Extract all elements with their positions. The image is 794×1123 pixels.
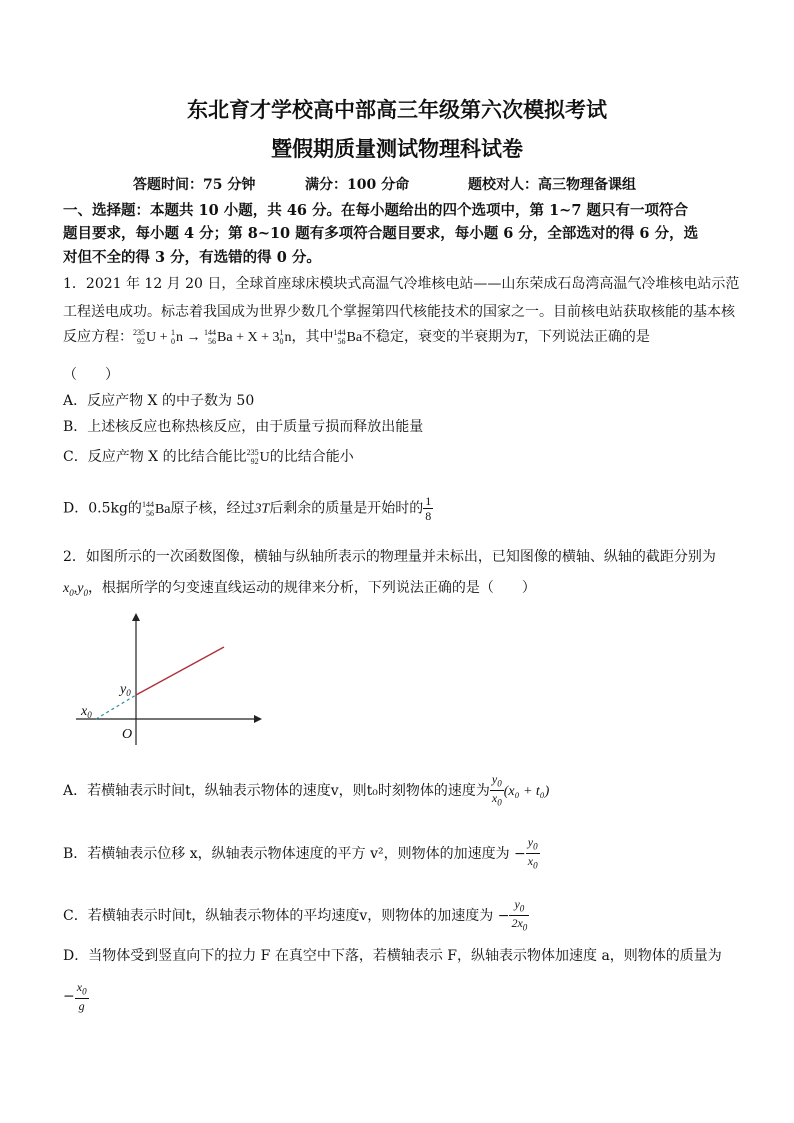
fraction-x0-over-g: $\frac{x_0}{g}$ [76,980,87,1014]
q1-option-b: B．上述核反应也称热核反应，由于质量亏损而释放出能量 [63,419,424,435]
q2-stem-line-1: 2．如图所示的一次函数图像，横轴与纵轴所表示的物理量并未标出，已知图像的横轴、纵轴的截距分别为 [63,549,716,565]
section-instructions-line-3: 对但不全的得 3 分，有选错的得 0 分。 [63,249,321,266]
q1-stem-line-2: 工程送电成功。标志着我国成为世界少数几个掌握第四代核能技术的国家之一。目前核电站获取核能的基本核 [63,304,735,320]
linear-function-graph [70,605,270,755]
nuclide-ba144: 144 56Ba + X + 3 [204,328,280,346]
section-instructions-line-2: 题目要求，每小题 4 分；第 8~10 题有多项符合题目要求，每小题 6 分，全部选对的得 6 分，选 [63,225,699,242]
q2-option-a: A．若横轴表示时间t，纵轴表示物体的速度v，则t₀时刻物体的速度为 $\frac{y_0}{x_0}$ (x₀ + t₀) [63,772,550,808]
nuclide-u235: 235 92U [133,328,157,346]
fraction-y0-over-2x0: $\frac{y_0}{2x_0}$ [511,897,528,933]
x-axis-arrow-icon [254,715,262,723]
q1-option-a: A．反应产物 X 的中子数为 50 [63,393,255,409]
label-x0: $x_0$ [81,704,92,720]
nuclide-u235-ref: 235 92U [246,448,270,466]
fraction-one-eighth: $\frac{1}{8}$ [425,494,432,523]
label-origin: O [122,727,133,742]
exam-setter: 题校对人：高三物理备课组 [468,177,636,193]
nuclide-neutron-product: 1 0n [279,328,292,346]
exam-time: 答题时间：75 分钟 [133,177,256,193]
q1-option-d: D．0.5kg的144 56Ba原子核，经过3T后剩余的质量是开始时的 $\frac{1}{8}$ [63,494,432,523]
nuclide-neutron: 1 0n [171,328,184,346]
fraction-y0-over-x0: $\frac{y_0}{x_0}$ [491,772,502,808]
intercept-dashed-line [96,695,136,719]
q1-answer-bracket: （ ） [63,367,119,383]
section-instructions-line-1: 一、选择题：本题共 10 小题，共 46 分。在每小题给出的四个选项中，第 1~7 题只有一项符合 [63,202,688,219]
y-axis-arrow-icon [132,613,140,621]
q1-stem-line-3: 反应方程：235 92U + 1 0n → 144 56Ba + X + 31 0n，其中144 56Ba不稳定，衰变的半衰期为T，下列说法正确的是 [63,328,650,346]
q2-option-c: C．若横轴表示时间t，纵轴表示物体的平均速度v，则物体的加速度为 − $\frac{y_0}{2x_0}$ [63,897,528,933]
label-y0: $y_0$ [120,682,131,698]
q1-stem-line-1: 1．2021 年 12 月 20 日，全球首座球床模块式高温气冷堆核电站——山东荣成石岛湾高温气冷堆核电站示范 [63,276,740,292]
q2-option-b: B．若横轴表示位移 x，纵轴表示物体速度的平方 v²，则物体的加速度为 − $\frac{y_0}{x_0}$ [63,835,538,871]
q1-option-c: C．反应产物 X 的比结合能比235 92U的比结合能小 [63,448,354,466]
graph-line [136,647,224,695]
nuclide-ba144-opt: 144 56Ba [141,499,171,518]
page-subtitle: 暨假期质量测试物理科试卷 [271,136,523,161]
exam-score: 满分：100 分命 [305,177,410,193]
q2-stem-line-2: $x_0,y_0$，根据所学的匀变速直线运动的规律来分析，下列说法正确的是（ ） [63,580,536,598]
q2-option-d-line-1: D．当物体受到竖直向下的拉力 F 在真空中下落，若横轴表示 F，纵轴表示物体加速度 a，则物体的质量为 [63,948,722,964]
fraction-y0-over-x0-b: $\frac{y_0}{x_0}$ [527,835,538,871]
nuclide-ba144-ref: 144 56Ba [333,328,363,346]
q2-option-d-line-2: − $\frac{x_0}{g}$ [63,980,87,1014]
page-title: 东北育才学校高中部高三年级第六次模拟考试 [187,97,607,122]
